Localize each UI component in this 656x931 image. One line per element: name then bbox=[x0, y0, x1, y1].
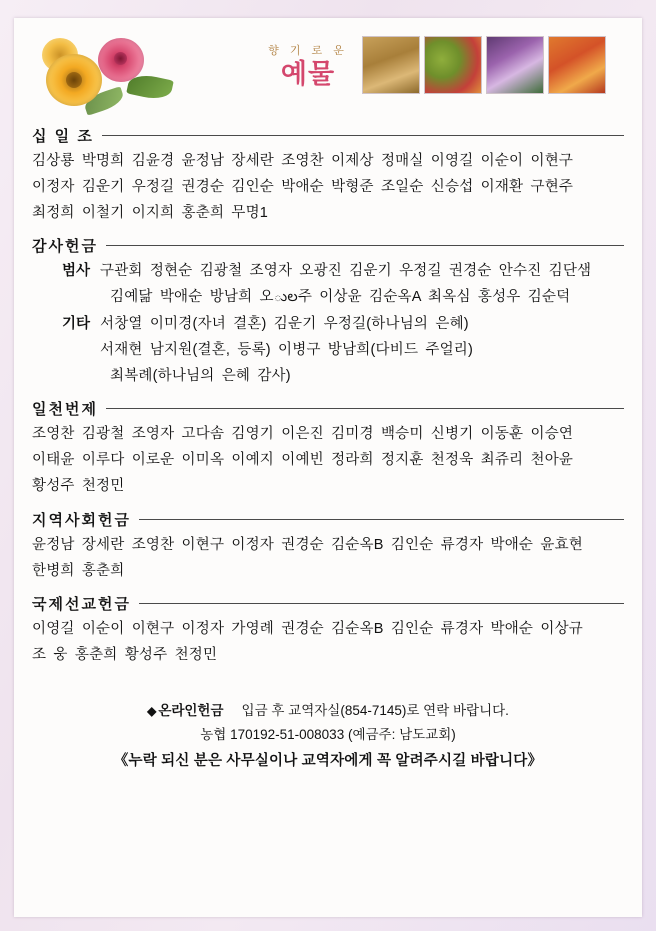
wheat-field-photo bbox=[362, 36, 420, 94]
footer-contact-line: 입금 후 교역자실(854-7145)로 연락 바랍니다. bbox=[241, 702, 509, 718]
section-rule bbox=[106, 408, 624, 409]
orchid-photo bbox=[486, 36, 544, 94]
section-title: 십 일 조 bbox=[32, 128, 94, 145]
footer-account-line: 농협 170192-51-008033 (예금주: 남도교회) bbox=[200, 726, 456, 742]
bulletin-sheet bbox=[14, 18, 642, 917]
section-title: 감사헌금 bbox=[32, 238, 98, 256]
footer bbox=[32, 699, 624, 770]
masthead bbox=[32, 28, 624, 116]
section-community-offering bbox=[32, 509, 624, 585]
flower-decoration bbox=[40, 34, 170, 112]
name-row: 이영길 이순이 이현구 이정자 가영례 권경순 김순옥B 김인순 류경자 박애순 이상규 bbox=[32, 621, 583, 638]
section-header bbox=[32, 125, 624, 146]
subgroup-general bbox=[32, 259, 624, 311]
section-header bbox=[32, 593, 624, 614]
section-title: 국제선교헌금 bbox=[32, 596, 131, 614]
name-row: 구관회 정현순 김광철 조영자 오광진 김운기 우정길 권경순 안수진 김단샘 bbox=[100, 263, 592, 280]
pink-flower-icon bbox=[98, 38, 144, 82]
grapes-apples-photo bbox=[424, 36, 482, 94]
subgroup-label: 범사 bbox=[61, 263, 90, 280]
name-list bbox=[32, 617, 624, 669]
section-title: 지역사회헌금 bbox=[32, 511, 131, 529]
photo-strip bbox=[362, 36, 606, 94]
section-title: 일천번제 bbox=[32, 401, 98, 419]
section-header bbox=[32, 509, 624, 530]
section-thanksgiving bbox=[32, 235, 624, 389]
pumpkins-photo bbox=[548, 36, 606, 94]
subgroup-other bbox=[32, 312, 624, 389]
name-row: 이정자 김운기 우정길 권경순 김인순 박애순 박형준 조일순 신승섭 이재환 구현주 bbox=[32, 178, 574, 195]
name-row: 최복례(하나님의 은혜 감사) bbox=[110, 367, 291, 384]
name-list bbox=[32, 422, 624, 499]
name-list bbox=[32, 533, 624, 585]
orange-flower-icon bbox=[46, 54, 102, 106]
masthead-subtitle: 향 기 로 운 bbox=[268, 45, 348, 57]
masthead-title-block bbox=[248, 42, 368, 88]
name-row: 조 웅 홍춘희 황성주 천정민 bbox=[32, 647, 218, 664]
section-mission-offering bbox=[32, 593, 624, 669]
masthead-title: 예물 bbox=[280, 59, 336, 89]
online-offering-label bbox=[147, 699, 223, 719]
name-row: 서창열 이미경(자녀 결혼) 김운기 우정길(하나님의 은혜) bbox=[100, 315, 469, 332]
footer-notice-line: 《누락 되신 분은 사무실이나 교역자에게 꼭 알려주시길 바랍니다》 bbox=[113, 752, 543, 769]
section-rule bbox=[139, 519, 624, 520]
name-row: 최정희 이철기 이지희 홍춘희 무명1 bbox=[32, 204, 269, 221]
section-header bbox=[32, 398, 624, 419]
name-list bbox=[100, 259, 624, 311]
section-tithe bbox=[32, 125, 624, 226]
name-row: 황성주 천정민 bbox=[32, 477, 125, 494]
name-row: 김예닮 박애순 방남희 오ుల주 이상윤 김순옥A 최옥심 홍성우 김순덕 bbox=[110, 289, 571, 306]
diamond-icon: ◆ bbox=[147, 703, 157, 718]
section-header bbox=[32, 235, 624, 256]
footer-online-row bbox=[32, 699, 624, 719]
name-row: 김상룡 박명희 김윤경 윤정남 장세란 조영찬 이제상 정매실 이영길 이순이 이현구 bbox=[32, 153, 574, 169]
section-rule bbox=[139, 603, 624, 604]
online-offering-text: 온라인헌금 bbox=[158, 702, 224, 718]
section-thousand-offering bbox=[32, 398, 624, 499]
name-row: 서재현 남지원(결혼, 등록) 이병구 방남희(다비드 주얼리) bbox=[100, 341, 474, 358]
name-list bbox=[100, 312, 624, 389]
name-list bbox=[32, 149, 624, 226]
name-row: 조영찬 김광철 조영자 고다솜 김영기 이은진 김미경 백승미 신병기 이동훈 이승연 bbox=[32, 426, 574, 443]
name-row: 이태윤 이루다 이로운 이미옥 이예지 이예빈 정라희 정지훈 천정욱 최쥬리 천아윤 bbox=[32, 452, 574, 469]
section-rule bbox=[106, 245, 624, 246]
name-row: 윤정남 장세란 조영찬 이현구 이정자 권경순 김순옥B 김인순 류경자 박애순 윤효현 bbox=[32, 536, 583, 553]
section-rule bbox=[102, 135, 624, 136]
name-row: 한병희 홍춘희 bbox=[32, 562, 125, 579]
subgroup-label: 기타 bbox=[61, 315, 90, 332]
